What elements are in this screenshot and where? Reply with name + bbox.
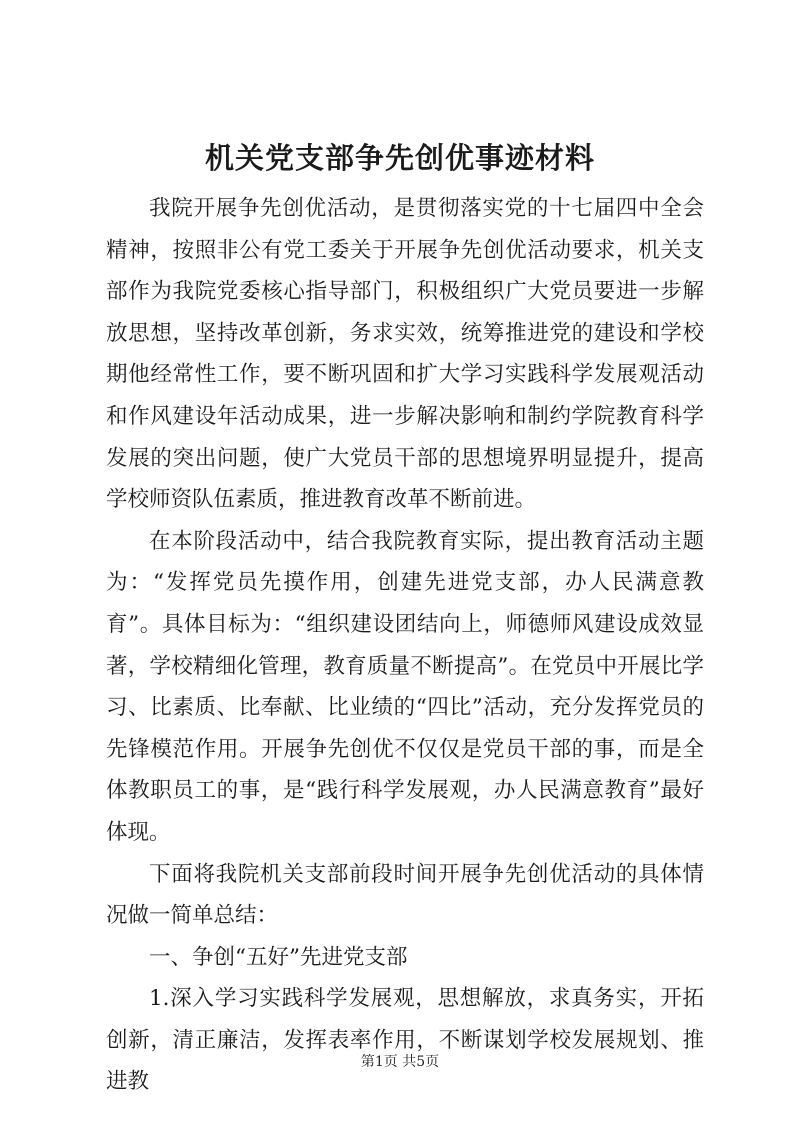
- page-number: 第1页 共5页: [360, 1054, 440, 1070]
- paragraph-summary-lead: 下面将我院机关支部前段时间开展争先创优活动的具体情况做一简单总结：: [106, 861, 704, 929]
- section-heading-1: 一、争创“五好”先进党支部: [149, 944, 408, 970]
- paragraph-theme: 在本阶段活动中，结合我院教育实际，提出教育活动主题为：“发挥党员先摸作用，创建先进党支部，办人民满意教育”。具体目标为：“组织建设团结向上，师德师风建设成效显著，学校精细化管理，教育质量不断提高”。在党员中开展比学习、比素质、比奉献、比业绩的“四比”活动，充分发挥党员的先锋模范作用。开展争先创优不仅仅是党员干部的事，而是全体教职员工的事，是“践行科学发展观，办人民满意教育”最好体现。: [106, 528, 704, 845]
- document-body: [106, 188, 704, 1103]
- paragraph-item-1: 1.深入学习实践科学发展观，思想解放，求真务实，开拓创新，清正廉洁，发挥表率作用，不断谋划学校发展规划、推进教: [106, 986, 704, 1095]
- paragraph-intro: 我院开展争先创优活动，是贯彻落实党的十七届四中全会精神，按照非公有党工委关于开展争先创优活动要求，机关支部作为我院党委核心指导部门，积极组织广大党员要进一步解放思想，坚持改革创新，务求实效，统筹推进党的建设和学校期他经常性工作，要不断巩固和扩大学习实践科学发展观活动和作风建设年活动成果，进一步解决影响和制约学院教育科学发展的突出问题，使广大党员干部的思想境界明显提升，提高学校师资队伍素质，推进教育改革不断前进。: [106, 196, 704, 513]
- document-title: 机关党支部争先创优事迹材料: [204, 141, 595, 175]
